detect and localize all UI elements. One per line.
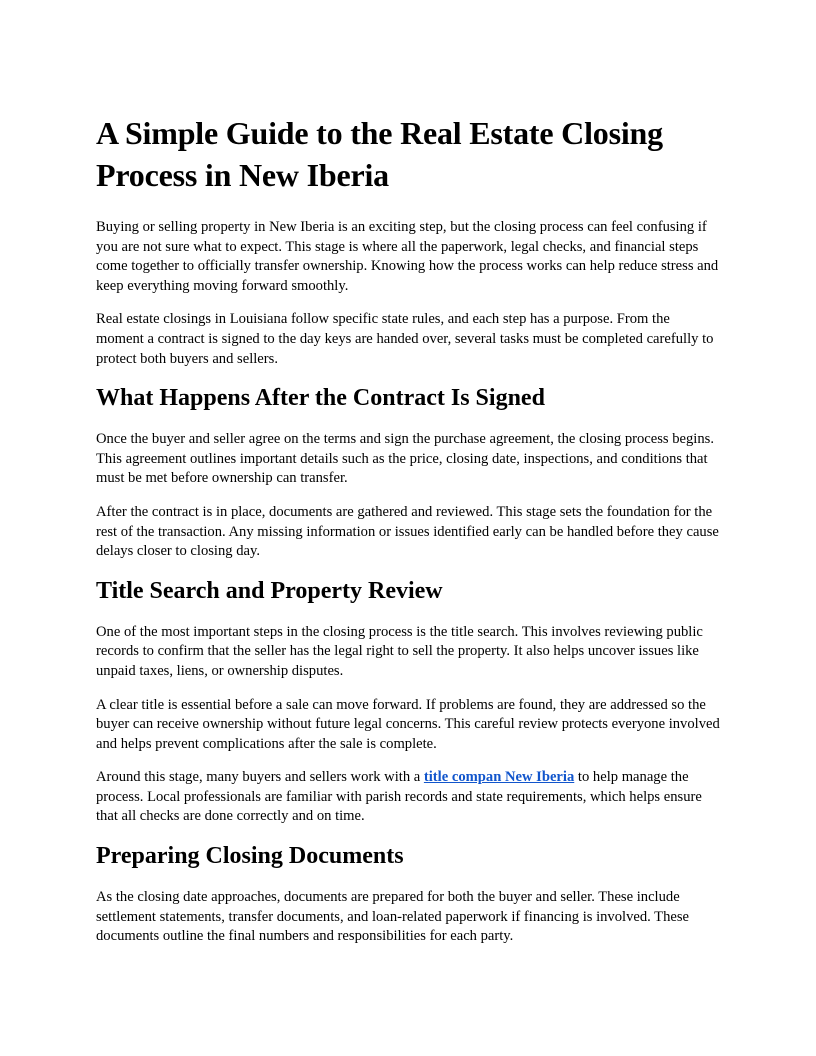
document-title: A Simple Guide to the Real Estate Closing Process in New Iberia [96,115,663,193]
section-heading-title-search: Title Search and Property Review [96,577,443,604]
link-paragraph-after: to help manage the process. Local professionals are familiar with parish records and state requirements, which helps ensure that all checks are done correctly and on time. [96,769,702,825]
closing-documents-paragraph-1: As the closing date approaches, documents are prepared for both the buyer and seller. These include settlement statements, transfer documents, and loan-related paperwork if financing is involved. These documents outline the final numbers and responsibilities for each party. [96,889,690,945]
intro-paragraph-2: Real estate closings in Louisiana follow specific state rules, and each step has a purpose. From the moment a contract is signed to the day keys are handed over, several tasks must be completed carefully to protect both buyers and sellers. [96,311,714,367]
title-search-paragraph-1: One of the most important steps in the closing process is the title search. This involves reviewing public records to confirm that the seller has the legal right to sell the property. It also helps uncover issues like unpaid taxes, liens, or ownership disputes. [96,623,703,679]
section-heading-contract-signed: What Happens After the Contract Is Signed [96,385,545,412]
title-search-paragraph-2: A clear title is essential before a sale can move forward. If problems are found, they are addressed so the buyer can receive ownership without future legal concerns. This careful review protects everyone involved and helps prevent complications after the sale is complete. [96,696,720,752]
link-paragraph-before: Around this stage, many buyers and sellers work with a [96,769,424,786]
document-page [96,112,720,961]
section-heading-closing-documents: Preparing Closing Documents [96,843,404,870]
intro-paragraph-1: Buying or selling property in New Iberia is an exciting step, but the closing process can feel confusing if you are not sure what to expect. This stage is where all the paperwork, legal checks, and financial steps come together to officially transfer ownership. Knowing how the process works can help reduce stress and keep everything moving forward smoothly. [96,219,719,294]
title-search-paragraph-3 [96,768,720,827]
contract-paragraph-2: After the contract is in place, documents are gathered and reviewed. This stage sets the foundation for the rest of the transaction. Any missing information or issues identified early can be handled before they cause delays closer to closing day. [96,503,719,560]
contract-paragraph-1: Once the buyer and seller agree on the terms and sign the purchase agreement, the closing process begins. This agreement outlines important details such as the price, closing date, inspections, and conditions that must be met before ownership can transfer. [96,431,714,487]
title-company-link[interactable]: title compan New Iberia [423,769,575,786]
